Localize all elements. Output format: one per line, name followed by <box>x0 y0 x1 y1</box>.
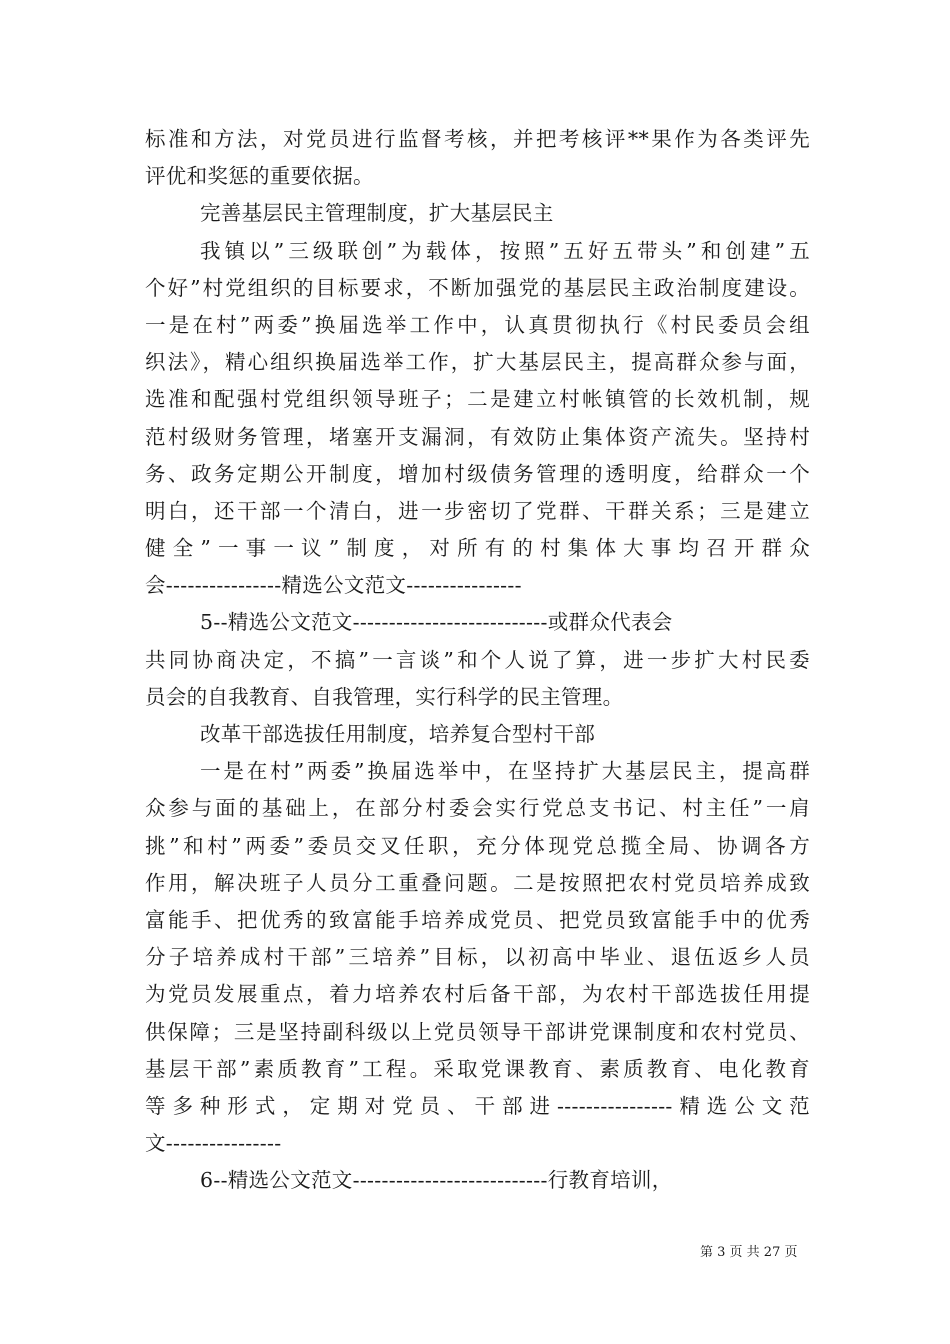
text-line: 一是在村”两委”换届选举工作中，认真贯彻执行《村民委员会组 <box>145 313 810 337</box>
text-line: 选准和配强村党组织领导班子；二是建立村帐镇管的长效机制，规 <box>145 387 810 411</box>
text-line: 员会的自我教育、自我管理，实行科学的民主管理。 <box>145 685 624 709</box>
section-heading: 完善基层民主管理制度，扩大基层民主 <box>200 201 554 225</box>
text-line: 一是在村”两委”换届选举中，在坚持扩大基层民主，提高群 <box>200 759 810 783</box>
text-line: 评优和奖惩的重要依据。 <box>145 164 374 188</box>
text-line: 织法》，精心组织换届选举工作，扩大基层民主，提高群众参与面， <box>145 350 810 374</box>
text-line: 富能手、把优秀的致富能手培养成党员、把党员致富能手中的优秀 <box>145 908 810 932</box>
text-line: 为党员发展重点，着力培养农村后备干部，为农村干部选拔任用提 <box>145 982 810 1006</box>
text-line: 分子培养成村干部”三培养”目标，以初高中毕业、退伍返乡人员 <box>145 945 810 969</box>
page-number: 第 3 页 共 27 页 <box>700 1245 798 1260</box>
section-heading: 改革干部选拔任用制度，培养复合型村干部 <box>200 722 596 746</box>
text-line: 6--精选公文范文---------------------------行教育培训， <box>200 1168 673 1192</box>
text-line: 等多种形式，定期对党员、干部进----------------精选公文范 <box>145 1094 810 1118</box>
text-line: 我镇以”三级联创”为载体，按照”五好五带头”和创建”五 <box>200 239 810 263</box>
text-line: 会----------------精选公文范文---------------- <box>145 573 522 597</box>
text-line: 挑”和村”两委”委员交叉任职，充分体现党总揽全局、协调各方 <box>145 834 810 858</box>
text-line: 作用，解决班子人员分工重叠问题。二是按照把农村党员培养成致 <box>145 871 810 895</box>
text-line: 明白，还干部一个清白，进一步密切了党群、干群关系；三是建立 <box>145 499 810 523</box>
text-line: 标准和方法，对党员进行监督考核，并把考核评**果作为各类评先 <box>145 127 810 151</box>
text-line: 务、政务定期公开制度，增加村级债务管理的透明度，给群众一个 <box>145 462 810 486</box>
text-line: 5--精选公文范文---------------------------或群众代表会 <box>200 610 673 634</box>
text-line: 文---------------- <box>145 1131 282 1155</box>
text-line: 众参与面的基础上，在部分村委会实行党总支书记、村主任”一肩 <box>145 796 810 820</box>
text-line: 供保障；三是坚持副科级以上党员领导干部讲党课制度和农村党员、 <box>145 1020 810 1044</box>
text-line: 健全”一事一议”制度，对所有的村集体大事均召开群众 <box>145 536 810 560</box>
text-line: 共同协商决定，不搞”一言谈”和个人说了算，进一步扩大村民委 <box>145 648 810 672</box>
text-line: 基层干部”素质教育”工程。采取党课教育、素质教育、电化教育 <box>145 1057 810 1081</box>
text-line: 个好”村党组织的目标要求，不断加强党的基层民主政治制度建设。 <box>145 276 810 300</box>
text-line: 范村级财务管理，堵塞开支漏洞，有效防止集体资产流失。坚持村 <box>145 425 810 449</box>
